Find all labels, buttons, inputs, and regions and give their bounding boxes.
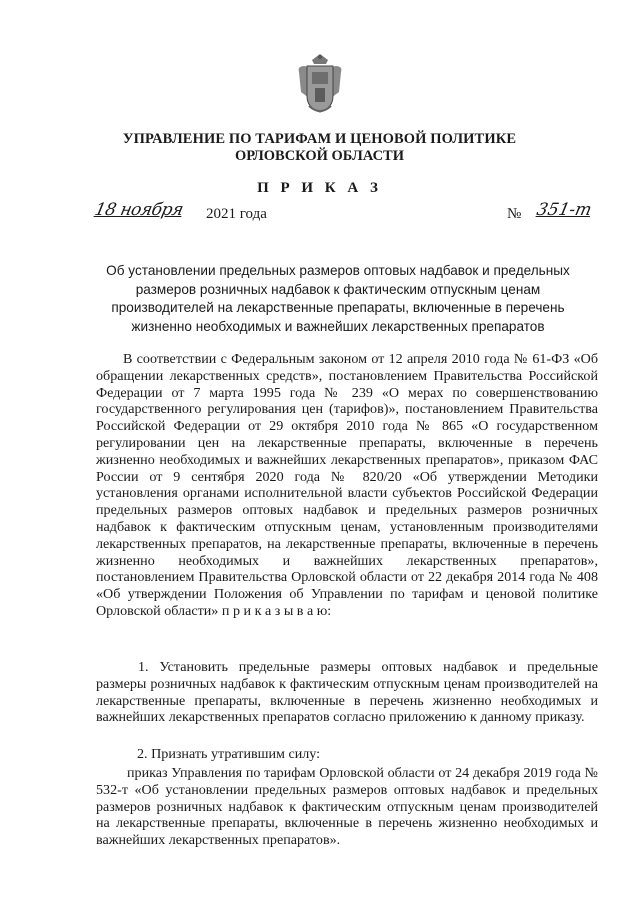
item-2-heading: 2. Признать утратившим силу: [137,746,321,762]
organization-name: УПРАВЛЕНИЕ ПО ТАРИФАМ И ЦЕНОВОЙ ПОЛИТИКЕ [122,131,517,147]
document-type-title: П Р И К А З [257,180,382,196]
date-year: 2021 года [206,206,267,222]
document-subject: Об установлении предельных размеров оптовых надбавок и предельных размеров розничных надбавок к фактическим отпускным ценам производителей на лекарственные препараты, включенные в перечень жизненно необходимых и важнейших лекарственных препаратов [106,263,570,334]
coat-of-arms-icon [295,52,345,116]
handwritten-number: 351-т [534,200,594,220]
handwritten-date: 18 ноября [92,200,185,220]
organization-region: ОРЛОВСКОЙ ОБЛАСТИ [234,148,404,164]
preamble-paragraph: В соответствии с Федеральным законом от 12 апреля 2010 года № 61-ФЗ «Об обращении лекарственных средств», постановлением Правительства Российской Федерации от 7 марта 1995 года № 239 «О мерах по совершенствованию государственного регулирования цен (тарифов)», постановлением Правительства Российской Федерации от 29 октября 2010 года № 865 «О государственном регулировании цен на лекарственные препараты, включенные в перечень жизненно необходимых и важнейших лекарственных препаратов», приказом ФАС России от 9 сентября 2020 года № 820/20 «Об утверждении Методики установления органами исполнительной власти субъектов Российской Федерации предельных размеров оптовых надбавок и предельных размеров розничных надбавок к фактическим отпускным ценам, установленным производителями лекарственных препаратов, на лекарственные препараты, включенные в перечень жизненно необходимых и важнейших лекарственных препаратов», постановлением Правительства Орловской области от 22 декабря 2014 года № 408 «Об утверждении Положения об Управлении по тарифам и ценовой политике Орловской области» п р и к а з ы в а ю: [96,351,598,619]
number-label: № [507,206,522,222]
item-1-paragraph: 1. Установить предельные размеры оптовых надбавок и предельные размеры розничных надбавок к фактическим отпускным ценам производителей на лекарственные препараты, включенные в перечень жизненно необходимых и важнейших лекарственных препаратов согласно приложению к данному приказу. [96,659,598,726]
item-2-paragraph: приказ Управления по тарифам Орловской области от 24 декабря 2019 года № 532-т «Об установлении предельных размеров оптовых надбавок и предельных размеров розничных надбавок к фактическим отпускным ценам производителей на лекарственные препараты, включенные в перечень жизненно необходимых и важнейших лекарственных препаратов». [96,765,598,849]
